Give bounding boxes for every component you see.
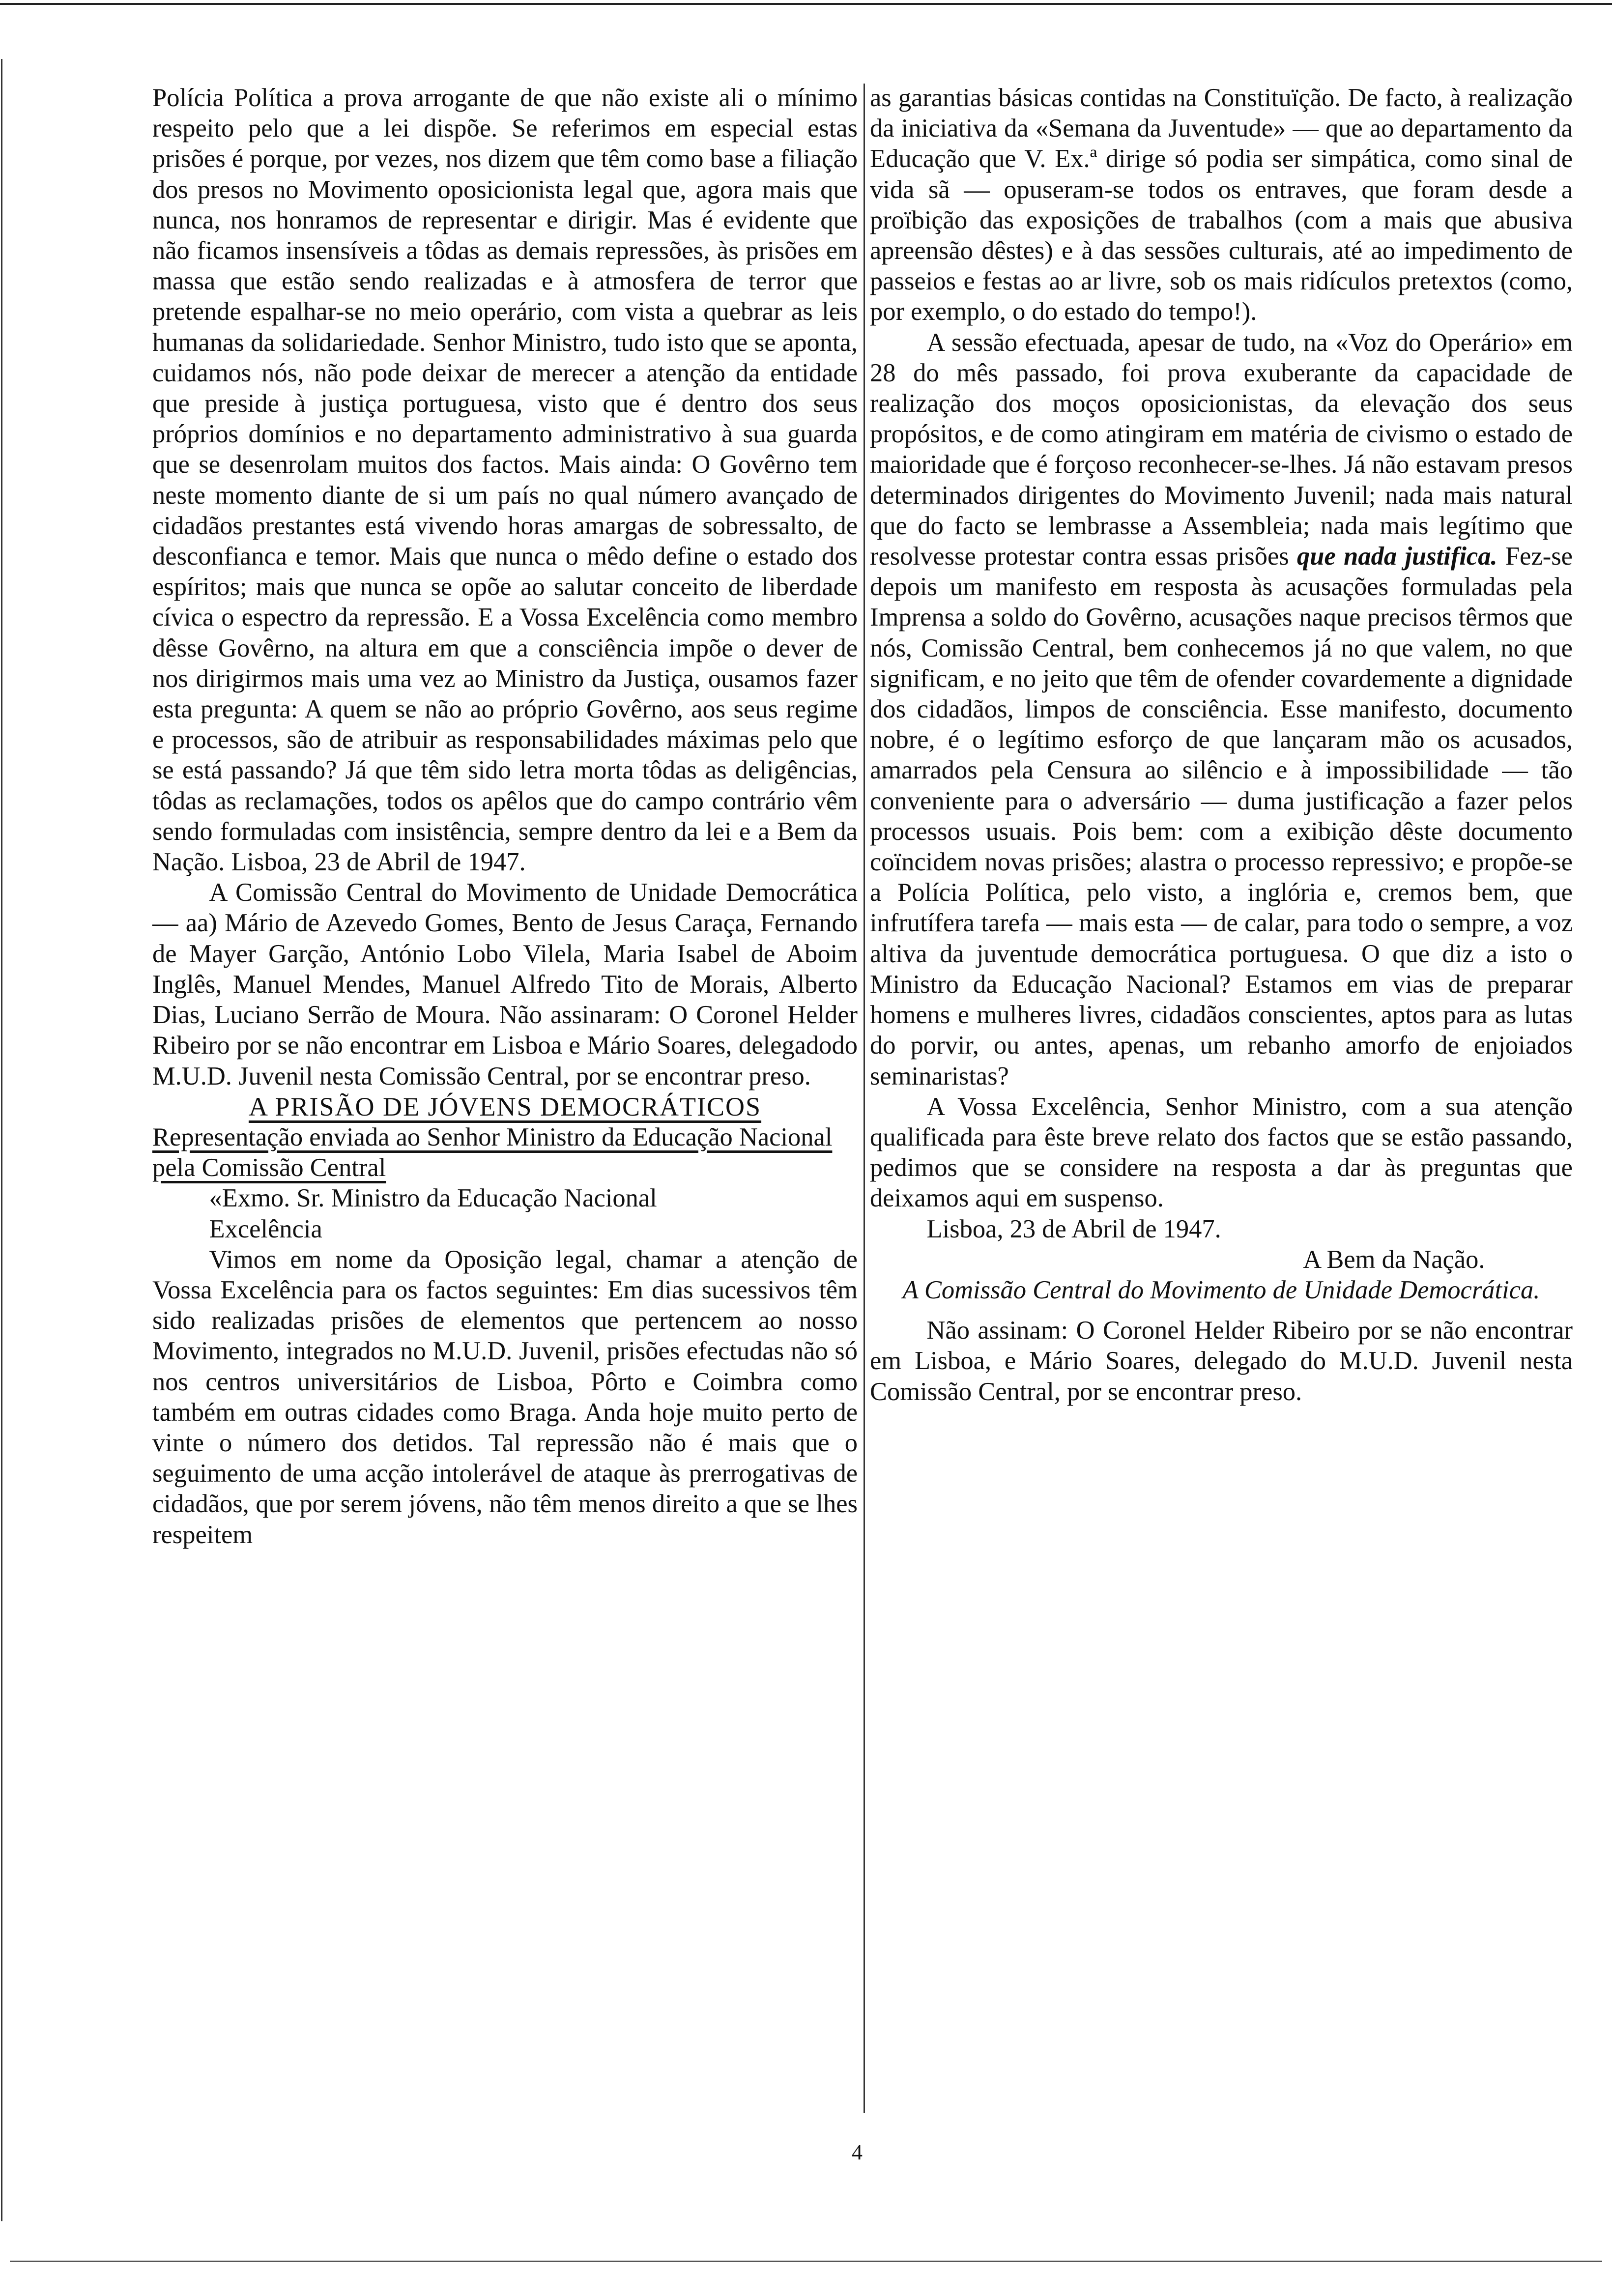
signature-line: A Comissão Central do Movimento de Unidade Democrática.	[902, 1275, 1540, 1304]
section-title: A PRISÃO DE JÓVENS DEMOCRÁTICOS	[248, 1091, 762, 1121]
bottom-border-rule	[10, 2261, 1602, 2262]
page-number: 4	[852, 2140, 863, 2164]
right-paragraph-2-emphasis: que nada justifica.	[1297, 542, 1497, 571]
salutation-line-1: «Exmo. Sr. Ministro da Educação Nacional	[209, 1184, 657, 1213]
right-paragraph-2-part-2: Fez-se depois um manifesto em resposta às acusações formuladas pela Imprensa a soldo do Govêrno, acusações naque precisos têrmos que nós, Comissão Central, bem conhecemos já no que valem, no que significam, e no jeito que têm de ofender covardemente a dignidade dos cidadãos, limpos de consciência. Esse manifesto, documento nobre, é o legítimo esforço de que lançaram mão os acusados, amarrados pela Censura ao silêncio e à impossibilidade — tão conveniente para o adversário — duma justificação a fazer pelos processos usuais. Pois bem: com a exibição dêste documento coïncidem novas prisões; alastra o processo repressivo; e propõe-se a Polícia Política, pelo visto, a inglória e, cremos bem, que infrutífera tarefa — mais esta — de calar, para todo o sempre, a voz altiva da juventude democrática portuguesa. O que diz a isto o Ministro da Educação Nacional? Estamos em vias de preparar homens e mulheres livres, cidadãos conscientes, aptos para as lutas do porvir, ou antes, apenas, um rebanho amorfo de enjoiados seminaristas?	[870, 542, 1573, 1091]
section-subtitle: Representação enviada ao Senhor Ministro da Educação Nacional pela Comissão Central	[152, 1122, 833, 1182]
salutation-line-2: Excelência	[209, 1214, 322, 1243]
right-paragraph-3: A Vossa Excelência, Senhor Ministro, com a sua atenção qualificada para êste breve relato dos factos que se estão passando, pedimos que se considere na resposta a dar às preguntas que deixamos aqui em suspenso.	[870, 1092, 1573, 1213]
date-line: Lisboa, 23 de Abril de 1947.	[926, 1214, 1221, 1243]
right-paragraph-not-signed: Não assinam: O Coronel Helder Ribeiro por se não encontrar em Lisboa, e Mário Soares, delegado do M.U.D. Juvenil nesta Comissão Central, por se encontrar preso.	[870, 1316, 1573, 1406]
closing-line: A Bem da Nação.	[1303, 1245, 1485, 1274]
top-border-rule	[0, 3, 1612, 5]
left-page-edge	[1, 59, 2, 2221]
right-paragraph-2-part-1: A sessão efectuada, apesar de tudo, na «Voz do Operário» em 28 do mês passado, foi prova exuberante da capacidade de realização dos moços oposicionistas, da elevação dos seus propósitos, e de como atingiram em matéria de civismo o estado de maioridade que é forçoso reconhecer-se-lhes. Já não estavam presos determinados dirigentes do Movimento Juvenil; nada mais natural que do facto se lembrasse a Assembleia; nada mais legítimo que resolvesse protestar contra essas prisões	[870, 328, 1573, 571]
right-column	[870, 83, 1573, 1407]
left-paragraph-1: Polícia Política a prova arrogante de que não existe ali o mínimo respeito pelo que a lei dispõe. Se referimos em especial estas prisões é porque, por vezes, nos dizem que têm como base a filiação dos presos no Movimento oposicionista legal que, agora mais que nunca, nos honramos de representar e dirigir. Mas é evidente que não ficamos insensíveis a tôdas as demais repressões, às prisões em massa que estão sendo realizadas e à atmosfera de terror que pretende espalhar-se no meio operário, com vista a quebrar as leis humanas da solidariedade. Senhor Ministro, tudo isto que se aponta, cuidamos nós, não pode deixar de merecer a atenção da entidade que preside à justiça portuguesa, visto que é dentro dos seus próprios domínios e no departamento administrativo à sua guarda que se desenrolam muitos dos factos. Mais ainda: O Govêrno tem neste momento diante de si um país no qual número avançado de cidadãos prestantes está vivendo horas amargas de sobressalto, de desconfianca e temor. Mais que nunca o mêdo define o estado dos espíritos; mais que nunca se opõe ao salutar conceito de liberdade cívica o espectro da repressão. E a Vossa Excelência como membro dêsse Govêrno, na altura em que a consciência impõe o dever de nos dirigirmos mais uma vez ao Ministro da Justiça, ousamos fazer esta pregunta: A quem se não ao próprio Govêrno, aos seus regime e processos, são de atribuir as responsabilidades máximas pelo que se está passando? Já que têm sido letra morta tôdas as deligências, tôdas as reclamações, todos os apêlos que do campo contrário vêm sendo formuladas com insistência, sempre dentro da lei e a Bem da Nação. Lisboa, 23 de Abril de 1947.	[152, 84, 858, 877]
right-paragraph-1: as garantias básicas contidas na Constituïção. De facto, à realização da iniciativa da «Semana da Juventude» — que ao departamento da Educação que V. Ex.ª dirige só podia ser simpática, como sinal de vida sã — opuseram-se todos os entraves, que foram desde a proïbição das exposições de trabalhos (com a mais que abusiva apreensão dêstes) e à das sessões culturais, até ao impedimento de passeios e festas ao ar livre, sob os mais ridículos pretextos (como, por exemplo, o do estado do tempo!).	[870, 84, 1573, 326]
left-column	[152, 83, 858, 1550]
right-paragraph-2	[870, 327, 1573, 1091]
column-divider	[864, 84, 865, 2113]
left-paragraph-letter-body: Vimos em nome da Oposição legal, chamar a atenção de Vossa Excelência para os factos seguintes: Em dias sucessivos têm sido realizadas prisões de elementos que pertencem ao nosso Movimento, integrados no M.U.D. Juvenil, prisões efectudas não só nos centros universitários de Lisboa, Pôrto e Coimbra como também em outras cidades como Braga. Anda hoje muito perto de vinte o número dos detidos. Tal repressão não é mais que o seguimento de uma acção intolerável de ataque às prerrogativas de cidadãos, que por serem jóvens, não têm menos direito a que se lhes respeitem	[152, 1245, 858, 1549]
left-paragraph-signatories: A Comissão Central do Movimento de Unidade Democrática — aa) Mário de Azevedo Gomes, Bento de Jesus Caraça, Fernando de Mayer Garção, António Lobo Vilela, Maria Isabel de Aboim Inglês, Manuel Mendes, Manuel Alfredo Tito de Morais, Alberto Dias, Luciano Serrão de Moura. Não assinaram: O Coronel Helder Ribeiro por se não encontrar em Lisboa e Mário Soares, delegadodo M.U.D. Juvenil nesta Comissão Central, por se encontrar preso.	[152, 878, 858, 1091]
